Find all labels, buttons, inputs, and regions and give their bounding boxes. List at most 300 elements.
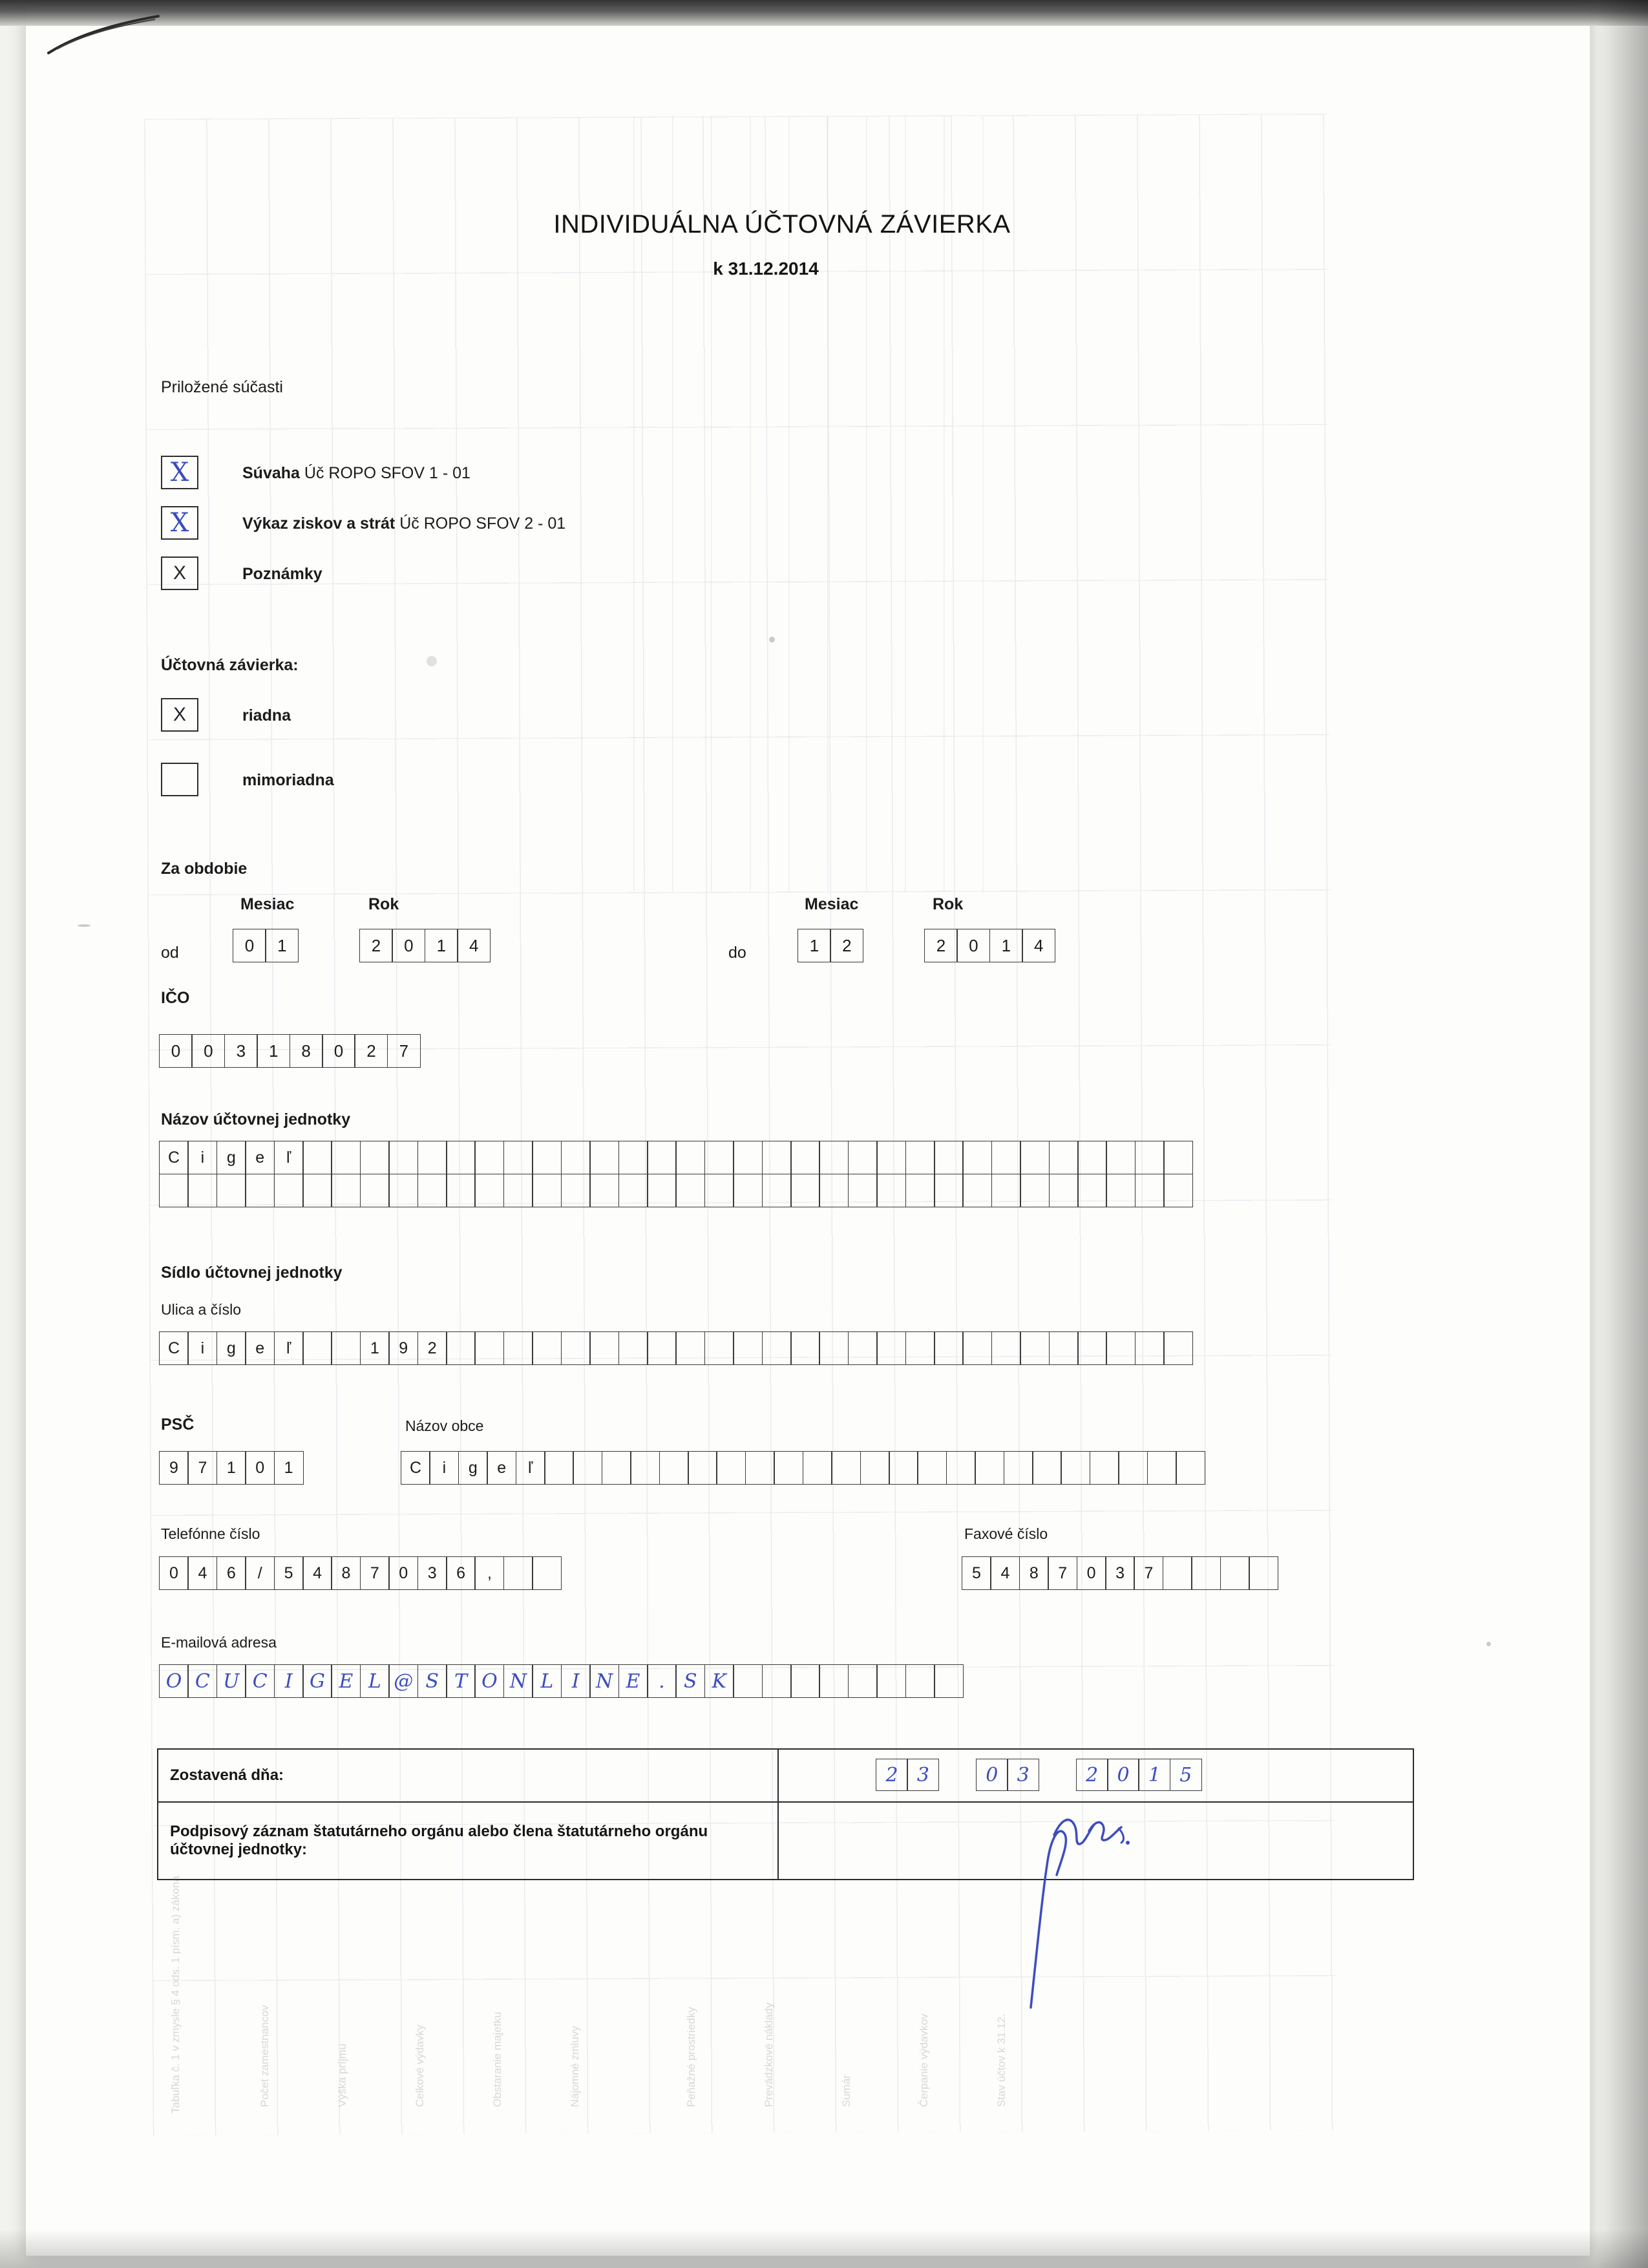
checkbox-vykaz-ziskov-a-strat[interactable] bbox=[161, 506, 198, 540]
name2-cell-28[interactable] bbox=[962, 1174, 992, 1207]
signature-label: Podpisový záznam štatutárneho orgánu alebo člena štatutárneho orgánu účtovnej jednotky: bbox=[158, 1803, 779, 1879]
name1-cell-4[interactable]: ľ bbox=[274, 1141, 304, 1174]
city-label: Názov obce bbox=[405, 1417, 484, 1434]
city-cell-15[interactable] bbox=[831, 1451, 861, 1485]
name2-cell-14[interactable] bbox=[561, 1174, 591, 1207]
statement-type-option-1-label: mimoriadna bbox=[242, 771, 334, 789]
period-from-year-cells[interactable] bbox=[359, 929, 490, 959]
street-cell-9[interactable]: 2 bbox=[417, 1331, 447, 1365]
name1-cell-21[interactable] bbox=[762, 1141, 792, 1174]
email-cell-16[interactable]: E bbox=[618, 1664, 648, 1698]
phone-cell-6[interactable]: 8 bbox=[331, 1556, 361, 1590]
name2-cell-31[interactable] bbox=[1049, 1174, 1079, 1207]
scan-speck-2 bbox=[78, 924, 90, 927]
scan-speck-1 bbox=[1486, 1642, 1491, 1646]
street-cell-18[interactable] bbox=[675, 1331, 705, 1365]
zip-cells[interactable] bbox=[159, 1451, 302, 1481]
attachments-item-1-rest: Úč ROPO SFOV 2 - 01 bbox=[399, 514, 566, 533]
name1-cell-10[interactable] bbox=[446, 1141, 476, 1174]
d-day-cell-0[interactable]: 2 bbox=[876, 1759, 908, 1791]
city-cell-19[interactable] bbox=[946, 1451, 976, 1485]
name2-cell-11[interactable] bbox=[474, 1174, 504, 1207]
phone-cells[interactable] bbox=[159, 1556, 561, 1586]
to-year-cell-0[interactable]: 2 bbox=[924, 929, 958, 962]
statement-type-heading: Účtovná závierka: bbox=[161, 656, 299, 674]
compiled-month-cells[interactable] bbox=[976, 1759, 1039, 1791]
name1-cell-9[interactable] bbox=[417, 1141, 447, 1174]
name1-cell-12[interactable] bbox=[503, 1141, 533, 1174]
name1-cell-20[interactable] bbox=[733, 1141, 763, 1174]
city-cell-6[interactable] bbox=[573, 1451, 602, 1485]
ico-cell-5[interactable]: 0 bbox=[322, 1034, 355, 1068]
name2-cell-3[interactable] bbox=[245, 1174, 275, 1207]
from-month-cell-0[interactable]: 0 bbox=[233, 929, 266, 962]
signature-mark bbox=[992, 1797, 1205, 2011]
street-cell-25[interactable] bbox=[876, 1331, 906, 1365]
zip-cell-1[interactable]: 7 bbox=[187, 1451, 217, 1485]
footer-row-compiled bbox=[158, 1750, 1413, 1803]
address-heading: Sídlo účtovnej jednotky bbox=[161, 1264, 343, 1282]
phone-cell-7[interactable]: 7 bbox=[360, 1556, 390, 1590]
street-label: Ulica a číslo bbox=[161, 1301, 241, 1318]
bleed-label-3: Výška príjmu bbox=[336, 2043, 348, 2107]
name2-cell-4[interactable] bbox=[274, 1174, 304, 1207]
street-cell-2[interactable]: g bbox=[217, 1331, 246, 1365]
name1-cell-18[interactable] bbox=[675, 1141, 705, 1174]
attachments-item-1-label bbox=[242, 514, 565, 533]
statement-type-option-0-label: riadna bbox=[242, 706, 291, 725]
email-cell-10[interactable]: T bbox=[446, 1664, 476, 1698]
attachments-item-0-bold: Súvaha bbox=[242, 464, 300, 482]
d-yr-cell-0[interactable]: 2 bbox=[1076, 1759, 1108, 1791]
phone-cell-12[interactable] bbox=[503, 1556, 533, 1590]
from-month-cell-1[interactable]: 1 bbox=[265, 929, 299, 962]
name1-cell-1[interactable]: i bbox=[187, 1141, 217, 1174]
phone-cell-11[interactable]: , bbox=[474, 1556, 504, 1590]
name1-cell-19[interactable] bbox=[704, 1141, 734, 1174]
city-cell-16[interactable] bbox=[860, 1451, 890, 1485]
name1-cell-8[interactable] bbox=[388, 1141, 418, 1174]
street-cell-31[interactable] bbox=[1049, 1331, 1079, 1365]
d-yr-cell-3[interactable]: 5 bbox=[1170, 1759, 1202, 1791]
phone-cell-3[interactable]: / bbox=[245, 1556, 275, 1590]
attachments-heading: Priložené súčasti bbox=[161, 378, 283, 396]
fax-label: Faxové číslo bbox=[964, 1525, 1048, 1542]
street-cell-17[interactable] bbox=[647, 1331, 677, 1365]
email-cell-17[interactable]: . bbox=[647, 1664, 677, 1698]
name1-cell-29[interactable] bbox=[991, 1141, 1021, 1174]
name1-cell-33[interactable] bbox=[1106, 1141, 1136, 1174]
email-cell-3[interactable]: C bbox=[245, 1664, 275, 1698]
city-cell-11[interactable] bbox=[716, 1451, 746, 1485]
attachments-item-0-label bbox=[242, 464, 470, 483]
name2-cell-24[interactable] bbox=[848, 1174, 878, 1207]
name2-cell-15[interactable] bbox=[589, 1174, 619, 1207]
fax-cells[interactable] bbox=[962, 1556, 1277, 1586]
street-cell-12[interactable] bbox=[503, 1331, 533, 1365]
phone-cell-8[interactable]: 0 bbox=[388, 1556, 418, 1590]
name1-cell-26[interactable] bbox=[905, 1141, 935, 1174]
street-cells[interactable] bbox=[159, 1331, 1192, 1361]
ico-cells[interactable] bbox=[159, 1034, 419, 1064]
checkbox-suvaha[interactable] bbox=[161, 456, 198, 489]
city-cell-0[interactable]: C bbox=[401, 1451, 430, 1485]
email-cell-20[interactable] bbox=[733, 1664, 763, 1698]
bleed-label-6: Nájomné zmluvy bbox=[569, 2026, 581, 2107]
name2-cell-30[interactable] bbox=[1020, 1174, 1050, 1207]
scan-speck-3 bbox=[769, 637, 775, 642]
name2-cell-19[interactable] bbox=[704, 1174, 734, 1207]
checkbox-mimoriadna[interactable] bbox=[161, 763, 198, 796]
email-cell-18[interactable]: S bbox=[675, 1664, 705, 1698]
attachments-item-2-label: Poznámky bbox=[242, 565, 322, 583]
footer-table bbox=[157, 1748, 1414, 1880]
compiled-year-cells[interactable] bbox=[1076, 1759, 1201, 1791]
period-from-label: od bbox=[161, 944, 179, 962]
fax-cell-1[interactable]: 4 bbox=[990, 1556, 1020, 1590]
email-cell-24[interactable] bbox=[848, 1664, 878, 1698]
d-yr-cell-1[interactable]: 0 bbox=[1107, 1759, 1139, 1791]
street-cell-4[interactable]: ľ bbox=[274, 1331, 304, 1365]
name2-cell-17[interactable] bbox=[647, 1174, 677, 1207]
phone-cell-9[interactable]: 3 bbox=[417, 1556, 447, 1590]
compiled-day-cells[interactable] bbox=[876, 1759, 938, 1791]
checkbox-riadna-mark: X bbox=[173, 704, 186, 725]
name2-cell-33[interactable] bbox=[1106, 1174, 1136, 1207]
name1-cell-23[interactable] bbox=[819, 1141, 849, 1174]
period-to-label: do bbox=[728, 944, 746, 962]
email-cell-15[interactable]: N bbox=[589, 1664, 619, 1698]
name1-cell-6[interactable] bbox=[331, 1141, 361, 1174]
bleed-label-9: Sumár bbox=[840, 2074, 852, 2107]
name1-cell-25[interactable] bbox=[876, 1141, 906, 1174]
street-cell-19[interactable] bbox=[704, 1331, 734, 1365]
street-cell-34[interactable] bbox=[1135, 1331, 1165, 1365]
phone-cell-4[interactable]: 5 bbox=[274, 1556, 304, 1590]
city-cell-23[interactable] bbox=[1061, 1451, 1090, 1485]
street-cell-23[interactable] bbox=[819, 1331, 849, 1365]
ico-label: IČO bbox=[161, 989, 190, 1007]
fax-cell-7[interactable] bbox=[1163, 1556, 1192, 1590]
fax-cell-2[interactable]: 8 bbox=[1019, 1556, 1049, 1590]
name2-cell-1[interactable] bbox=[187, 1174, 217, 1207]
checkbox-suvaha-mark: X bbox=[170, 458, 189, 487]
name1-cell-14[interactable] bbox=[561, 1141, 591, 1174]
name2-cell-12[interactable] bbox=[503, 1174, 533, 1207]
email-cell-2[interactable]: U bbox=[217, 1664, 246, 1698]
city-cells[interactable] bbox=[401, 1451, 1204, 1481]
from-year-cell-1[interactable]: 0 bbox=[392, 929, 425, 962]
entity-name-line2-cells[interactable] bbox=[159, 1174, 1192, 1203]
name1-cell-28[interactable] bbox=[962, 1141, 992, 1174]
name2-cell-27[interactable] bbox=[934, 1174, 964, 1207]
name1-cell-31[interactable] bbox=[1049, 1141, 1079, 1174]
email-cell-19[interactable]: K bbox=[704, 1664, 734, 1698]
street-cell-28[interactable] bbox=[962, 1331, 992, 1365]
page-subtitle: k 31.12.2014 bbox=[713, 259, 819, 279]
email-label: E-mailová adresa bbox=[161, 1634, 277, 1651]
name1-cell-13[interactable] bbox=[532, 1141, 562, 1174]
d-mon-cell-1[interactable]: 3 bbox=[1007, 1759, 1039, 1791]
fax-cell-3[interactable]: 7 bbox=[1048, 1556, 1077, 1590]
to-year-cell-1[interactable]: 0 bbox=[956, 929, 990, 962]
email-cell-5[interactable]: G bbox=[302, 1664, 332, 1698]
phone-label: Telefónne číslo bbox=[161, 1525, 260, 1542]
city-cell-2[interactable]: g bbox=[458, 1451, 488, 1485]
email-cells[interactable] bbox=[159, 1664, 962, 1694]
name2-cell-35[interactable] bbox=[1163, 1174, 1193, 1207]
name1-cell-27[interactable] bbox=[934, 1141, 964, 1174]
email-cell-27[interactable] bbox=[934, 1664, 964, 1698]
phone-cell-13[interactable] bbox=[532, 1556, 562, 1590]
checkbox-poznamky-mark: X bbox=[173, 562, 186, 584]
street-cell-30[interactable] bbox=[1020, 1331, 1050, 1365]
city-cell-10[interactable] bbox=[688, 1451, 717, 1485]
fax-cell-8[interactable] bbox=[1191, 1556, 1221, 1590]
email-cell-7[interactable]: L bbox=[360, 1664, 390, 1698]
street-cell-13[interactable] bbox=[532, 1331, 562, 1365]
zip-label: PSČ bbox=[161, 1415, 195, 1434]
phone-cell-1[interactable]: 4 bbox=[187, 1556, 217, 1590]
name2-cell-0[interactable] bbox=[159, 1174, 189, 1207]
compiled-value-cell[interactable] bbox=[779, 1750, 1413, 1801]
email-cell-25[interactable] bbox=[876, 1664, 906, 1698]
ico-cell-2[interactable]: 3 bbox=[224, 1034, 258, 1068]
name2-cell-9[interactable] bbox=[417, 1174, 447, 1207]
street-cell-1[interactable]: i bbox=[187, 1331, 217, 1365]
name2-cell-20[interactable] bbox=[733, 1174, 763, 1207]
city-cell-3[interactable]: e bbox=[487, 1451, 516, 1485]
fax-cell-0[interactable]: 5 bbox=[962, 1556, 991, 1590]
period-heading: Za obdobie bbox=[161, 860, 248, 878]
city-cell-24[interactable] bbox=[1090, 1451, 1119, 1485]
bleed-label-8: Prevádzkové náklady bbox=[763, 2002, 775, 2107]
fax-cell-5[interactable]: 3 bbox=[1105, 1556, 1135, 1590]
email-cell-9[interactable]: S bbox=[417, 1664, 447, 1698]
entity-name-line1-cells[interactable] bbox=[159, 1141, 1192, 1171]
period-from-year-label: Rok bbox=[368, 895, 399, 913]
from-year-cell-2[interactable]: 1 bbox=[425, 929, 458, 962]
bleed-label-5: Obstaranie majetku bbox=[491, 2011, 503, 2107]
name2-cell-6[interactable] bbox=[331, 1174, 361, 1207]
name1-cell-5[interactable] bbox=[302, 1141, 332, 1174]
name1-cell-32[interactable] bbox=[1077, 1141, 1107, 1174]
street-cell-10[interactable] bbox=[446, 1331, 476, 1365]
email-cell-6[interactable]: E bbox=[331, 1664, 361, 1698]
period-from-month-cells[interactable] bbox=[233, 929, 298, 959]
name2-cell-8[interactable] bbox=[388, 1174, 418, 1207]
email-cell-8[interactable]: @ bbox=[388, 1664, 418, 1698]
city-cell-27[interactable] bbox=[1176, 1451, 1205, 1485]
attachments-item-1-bold: Výkaz ziskov a strát bbox=[242, 514, 396, 533]
city-cell-5[interactable] bbox=[544, 1451, 574, 1485]
page-title: INDIVIDUÁLNA ÚČTOVNÁ ZÁVIERKA bbox=[553, 210, 1011, 238]
name2-cell-29[interactable] bbox=[991, 1174, 1021, 1207]
street-cell-7[interactable]: 1 bbox=[360, 1331, 390, 1365]
to-month-cell-1[interactable]: 2 bbox=[830, 929, 863, 962]
fax-cell-10[interactable] bbox=[1249, 1556, 1278, 1590]
zip-cell-0[interactable]: 9 bbox=[159, 1451, 189, 1485]
street-cell-32[interactable] bbox=[1077, 1331, 1107, 1365]
name1-cell-22[interactable] bbox=[790, 1141, 820, 1174]
city-cell-18[interactable] bbox=[917, 1451, 947, 1485]
street-cell-11[interactable] bbox=[474, 1331, 504, 1365]
email-cell-11[interactable]: O bbox=[474, 1664, 504, 1698]
email-cell-12[interactable]: N bbox=[503, 1664, 533, 1698]
bleed-label-11: Stav účtov k 31.12. bbox=[995, 2013, 1008, 2107]
email-cell-0[interactable]: O bbox=[159, 1664, 189, 1698]
signature-field[interactable] bbox=[779, 1803, 1413, 1879]
city-cell-20[interactable] bbox=[975, 1451, 1004, 1485]
name1-cell-30[interactable] bbox=[1020, 1141, 1050, 1174]
name2-cell-10[interactable] bbox=[446, 1174, 476, 1207]
ico-cell-0[interactable]: 0 bbox=[159, 1034, 193, 1068]
name1-cell-3[interactable]: e bbox=[245, 1141, 275, 1174]
email-cell-13[interactable]: L bbox=[532, 1664, 562, 1698]
name1-cell-34[interactable] bbox=[1135, 1141, 1165, 1174]
street-cell-16[interactable] bbox=[618, 1331, 648, 1365]
street-cell-35[interactable] bbox=[1163, 1331, 1193, 1365]
street-cell-33[interactable] bbox=[1106, 1331, 1136, 1365]
ico-cell-1[interactable]: 0 bbox=[191, 1034, 225, 1068]
city-cell-7[interactable] bbox=[602, 1451, 631, 1485]
email-cell-22[interactable] bbox=[790, 1664, 820, 1698]
phone-cell-10[interactable]: 6 bbox=[446, 1556, 476, 1590]
street-cell-21[interactable] bbox=[762, 1331, 792, 1365]
name1-cell-17[interactable] bbox=[647, 1141, 677, 1174]
name2-cell-25[interactable] bbox=[876, 1174, 906, 1207]
to-month-cell-0[interactable]: 1 bbox=[798, 929, 831, 962]
fax-cell-4[interactable]: 0 bbox=[1077, 1556, 1106, 1590]
street-cell-20[interactable] bbox=[733, 1331, 763, 1365]
street-cell-5[interactable] bbox=[302, 1331, 332, 1365]
city-cell-25[interactable] bbox=[1118, 1451, 1148, 1485]
name1-cell-24[interactable] bbox=[848, 1141, 878, 1174]
email-cell-4[interactable]: I bbox=[274, 1664, 304, 1698]
from-year-cell-3[interactable]: 4 bbox=[457, 929, 491, 962]
to-year-cell-3[interactable]: 4 bbox=[1022, 929, 1055, 962]
scan-speck-4 bbox=[427, 656, 437, 666]
ico-cell-4[interactable]: 8 bbox=[290, 1034, 323, 1068]
street-cell-14[interactable] bbox=[561, 1331, 591, 1365]
name2-cell-2[interactable] bbox=[217, 1174, 246, 1207]
entity-name-label: Názov účtovnej jednotky bbox=[161, 1110, 351, 1129]
city-cell-12[interactable] bbox=[745, 1451, 775, 1485]
bleed-label-2: Počet zamestnancov bbox=[259, 2005, 271, 2107]
name1-cell-35[interactable] bbox=[1163, 1141, 1193, 1174]
city-cell-9[interactable] bbox=[659, 1451, 689, 1485]
street-cell-27[interactable] bbox=[934, 1331, 964, 1365]
name2-cell-34[interactable] bbox=[1135, 1174, 1165, 1207]
name2-cell-5[interactable] bbox=[302, 1174, 332, 1207]
bleed-label-1: Tabuľka č. 1 v zmysle § 4 ods. 1 písm. a) zákona bbox=[169, 1876, 182, 2114]
name2-cell-13[interactable] bbox=[532, 1174, 562, 1207]
period-to-month-label: Mesiac bbox=[805, 895, 859, 913]
name2-cell-32[interactable] bbox=[1077, 1174, 1107, 1207]
d-day-cell-1[interactable]: 3 bbox=[907, 1759, 939, 1791]
street-cell-6[interactable] bbox=[331, 1331, 361, 1365]
attachments-item-0-rest: Úč ROPO SFOV 1 - 01 bbox=[304, 464, 470, 482]
email-cell-26[interactable] bbox=[905, 1664, 935, 1698]
ico-cell-3[interactable]: 1 bbox=[257, 1034, 290, 1068]
from-year-cell-0[interactable]: 2 bbox=[359, 929, 393, 962]
name2-cell-23[interactable] bbox=[819, 1174, 849, 1207]
name2-cell-26[interactable] bbox=[905, 1174, 935, 1207]
street-cell-29[interactable] bbox=[991, 1331, 1021, 1365]
bleed-label-7: Peňažné prostriedky bbox=[685, 2007, 697, 2107]
city-cell-4[interactable]: ľ bbox=[516, 1451, 545, 1485]
name2-cell-16[interactable] bbox=[618, 1174, 648, 1207]
d-yr-cell-2[interactable]: 1 bbox=[1138, 1759, 1170, 1791]
checkbox-poznamky[interactable] bbox=[161, 556, 198, 590]
name1-cell-7[interactable] bbox=[360, 1141, 390, 1174]
checkbox-riadna[interactable] bbox=[161, 698, 198, 732]
fax-cell-9[interactable] bbox=[1220, 1556, 1250, 1590]
phone-cell-5[interactable]: 4 bbox=[302, 1556, 332, 1590]
email-cell-1[interactable]: C bbox=[187, 1664, 217, 1698]
name2-cell-21[interactable] bbox=[762, 1174, 792, 1207]
name2-cell-7[interactable] bbox=[360, 1174, 390, 1207]
phone-cell-0[interactable]: 0 bbox=[159, 1556, 189, 1590]
checkbox-mimoriadna-mark bbox=[162, 764, 197, 795]
city-cell-22[interactable] bbox=[1032, 1451, 1062, 1485]
footer-row-signature bbox=[158, 1803, 1413, 1879]
bleed-label-4: Celkové výdavky bbox=[414, 2024, 426, 2107]
zip-cell-4[interactable]: 1 bbox=[274, 1451, 304, 1485]
d-mon-cell-0[interactable]: 0 bbox=[976, 1759, 1008, 1791]
name2-cell-22[interactable] bbox=[790, 1174, 820, 1207]
street-cell-8[interactable]: 9 bbox=[388, 1331, 418, 1365]
email-cell-21[interactable] bbox=[762, 1664, 792, 1698]
zip-cell-2[interactable]: 1 bbox=[217, 1451, 246, 1485]
phone-cell-2[interactable]: 6 bbox=[217, 1556, 246, 1590]
city-cell-13[interactable] bbox=[774, 1451, 803, 1485]
ico-cell-7[interactable]: 7 bbox=[387, 1034, 421, 1068]
city-cell-17[interactable] bbox=[889, 1451, 918, 1485]
street-cell-15[interactable] bbox=[589, 1331, 619, 1365]
bleed-label-10: Čerpanie výdavkov bbox=[918, 2013, 930, 2107]
city-cell-21[interactable] bbox=[1004, 1451, 1033, 1485]
city-cell-14[interactable] bbox=[803, 1451, 832, 1485]
street-cell-26[interactable] bbox=[905, 1331, 935, 1365]
period-to-year-cells[interactable] bbox=[924, 929, 1055, 959]
compiled-date-cells[interactable] bbox=[876, 1759, 1238, 1791]
period-to-month-cells[interactable] bbox=[798, 929, 863, 959]
email-cell-23[interactable] bbox=[819, 1664, 849, 1698]
name2-cell-18[interactable] bbox=[675, 1174, 705, 1207]
fax-cell-6[interactable]: 7 bbox=[1134, 1556, 1163, 1590]
street-cell-24[interactable] bbox=[848, 1331, 878, 1365]
period-to-year-label: Rok bbox=[933, 895, 964, 913]
to-year-cell-2[interactable]: 1 bbox=[989, 929, 1023, 962]
name1-cell-11[interactable] bbox=[474, 1141, 504, 1174]
name1-cell-15[interactable] bbox=[589, 1141, 619, 1174]
name1-cell-16[interactable] bbox=[618, 1141, 648, 1174]
ico-cell-6[interactable]: 2 bbox=[354, 1034, 388, 1068]
street-cell-22[interactable] bbox=[790, 1331, 820, 1365]
street-cell-3[interactable]: e bbox=[245, 1331, 275, 1365]
name1-cell-0[interactable]: C bbox=[159, 1141, 189, 1174]
email-cell-14[interactable]: I bbox=[561, 1664, 591, 1698]
checkbox-vykaz-mark: X bbox=[170, 508, 189, 538]
name1-cell-2[interactable]: g bbox=[217, 1141, 246, 1174]
city-cell-1[interactable]: i bbox=[429, 1451, 459, 1485]
street-cell-0[interactable]: C bbox=[159, 1331, 189, 1365]
city-cell-26[interactable] bbox=[1147, 1451, 1177, 1485]
compiled-label: Zostavená dňa: bbox=[158, 1750, 779, 1801]
city-cell-8[interactable] bbox=[630, 1451, 660, 1485]
zip-cell-3[interactable]: 0 bbox=[245, 1451, 275, 1485]
